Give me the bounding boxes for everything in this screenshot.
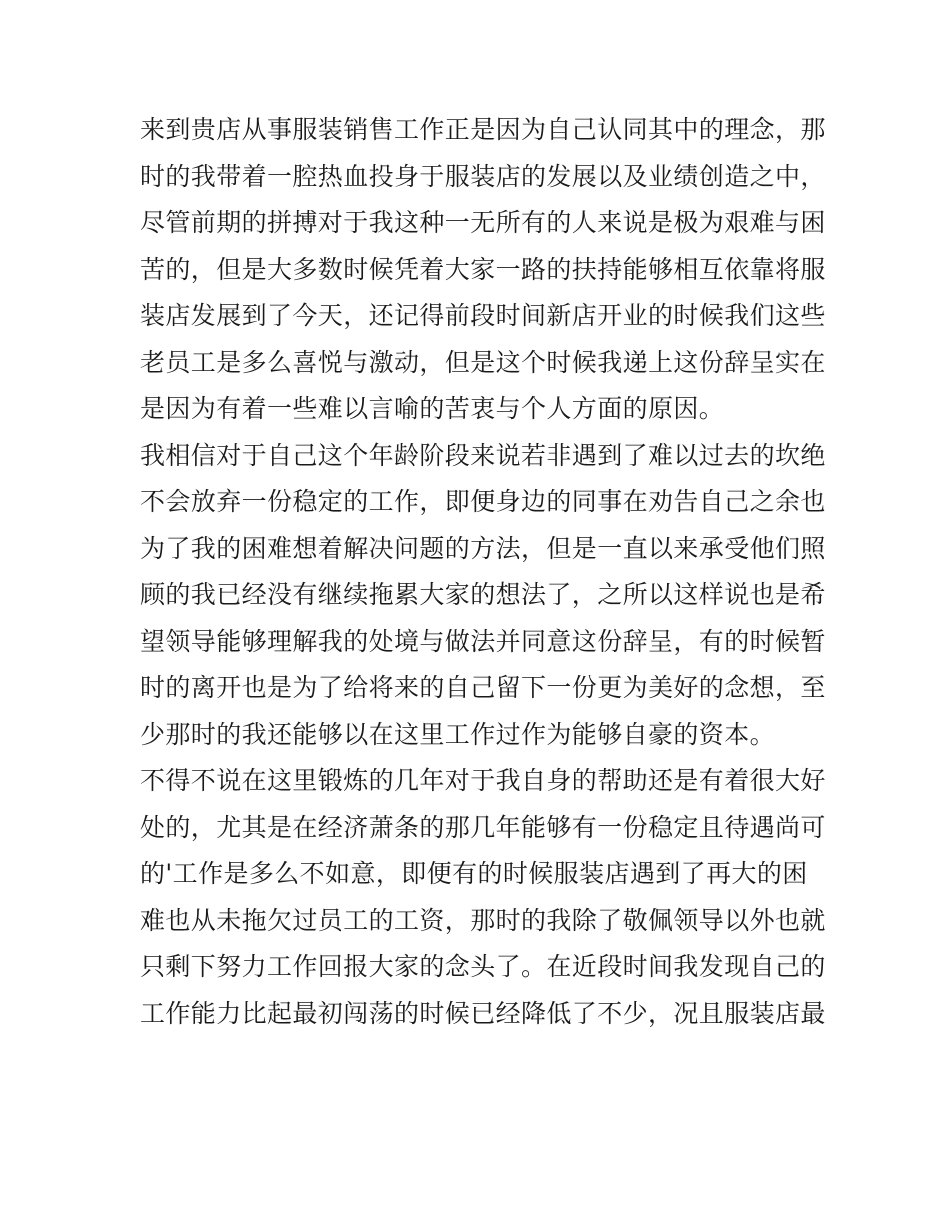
text-line: 不得不说在这里锻炼的几年对于我自身的帮助还是有着很大好	[140, 766, 826, 795]
text-line: 苦的，但是大多数时候凭着大家一路的扶持能够相互依靠将服	[140, 254, 826, 284]
document-body	[140, 107, 826, 1037]
text-line: 尽管前期的拼搏对于我这种一无所有的人来说是极为艰难与困	[140, 208, 826, 237]
text-line: 处的，尤其是在经济萧条的那几年能够有一份稳定且待遇尚可	[140, 812, 826, 842]
text-line: 难也从未拖欠过员工的工资，那时的我除了敬佩领导以外也就	[140, 905, 826, 935]
text-line: 我相信对于自己这个年龄阶段来说若非遇到了难以过去的坎绝	[140, 440, 826, 470]
text-line: 为了我的困难想着解决问题的方法，但是一直以来承受他们照	[140, 533, 826, 563]
text-line: 来到贵店从事服装销售工作正是因为自己认同其中的理念，那	[140, 115, 826, 144]
text-line: 不会放弃一份稳定的工作，即便身边的同事在劝告自己之余也	[140, 487, 826, 516]
text-line: 老员工是多么喜悦与激动，但是这个时候我递上这份辞呈实在	[140, 347, 826, 377]
text-line: 只剩下努力工作回报大家的念头了。在近段时间我发现自己的	[140, 952, 826, 981]
text-line: 的'工作是多么不如意，即便有的时候服装店遇到了再大的困	[140, 859, 808, 888]
text-line: 少那时的我还能够以在这里工作过作为能够自豪的资本。	[140, 719, 776, 749]
text-line: 望领导能够理解我的处境与做法并同意这份辞呈，有的时候暂	[140, 626, 826, 656]
text-line: 是因为有着一些难以言喻的苦衷与个人方面的原因。	[140, 394, 725, 423]
text-line: 时的离开也是为了给将来的自己留下一份更为美好的念想，至	[140, 673, 826, 702]
text-line: 时的我带着一腔热血投身于服装店的发展以及业绩创造之中，	[140, 161, 826, 191]
text-line: 工作能力比起最初闯荡的时候已经降低了不少，况且服装店最	[140, 998, 826, 1028]
text-line: 顾的我已经没有继续拖累大家的想法了，之所以这样说也是希	[140, 580, 826, 609]
text-line: 装店发展到了今天，还记得前段时间新店开业的时候我们这些	[140, 301, 826, 330]
